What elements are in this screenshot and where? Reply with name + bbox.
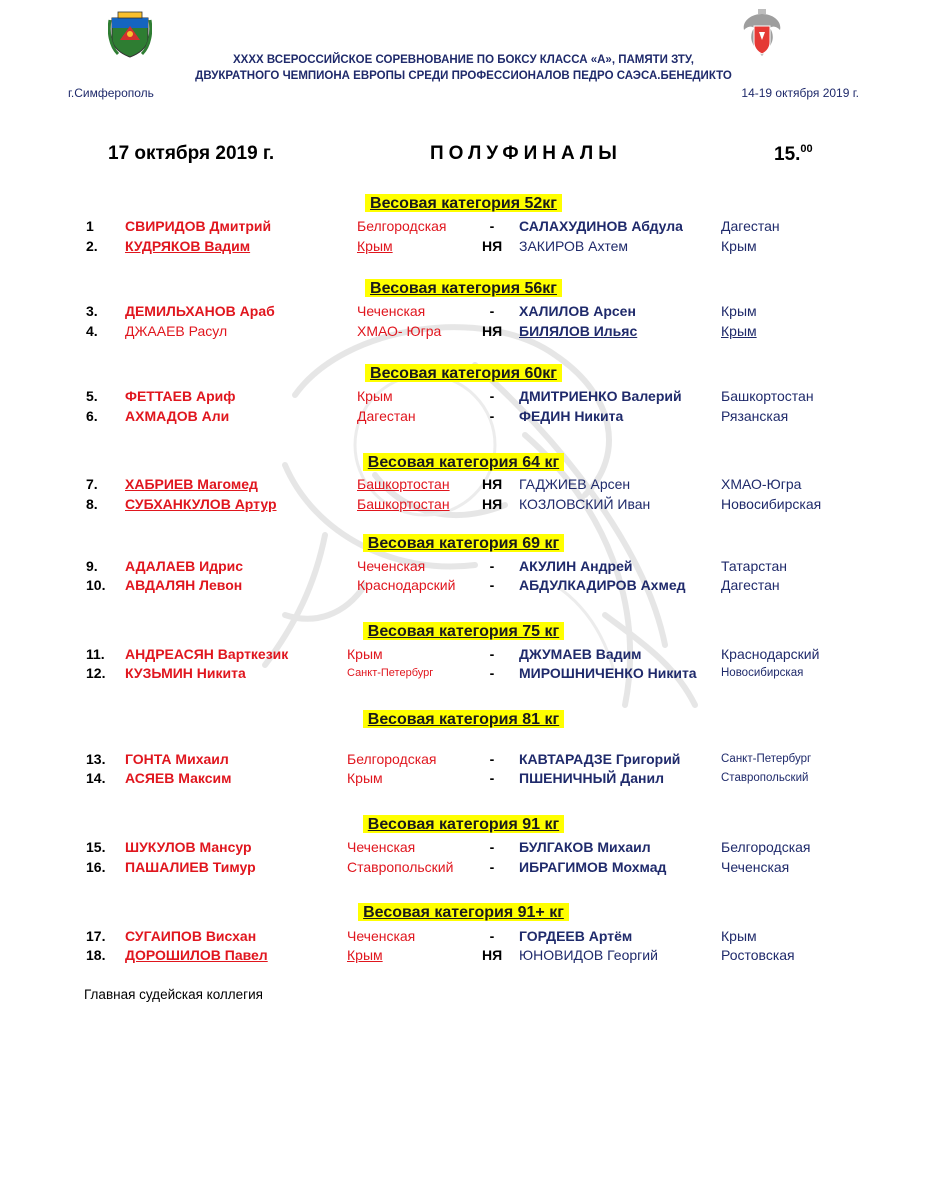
bout-row: 3. ДЕМИЛЬХАНОВ Араб Чеченская - ХАЛИЛОВ Арсен Крым: [86, 303, 757, 319]
bout-row: 15. ШУКУЛОВ Мансур Чеченская - БУЛГАКОВ Михаил Белгородская: [86, 839, 811, 855]
bout-result: НЯ: [482, 476, 503, 492]
red-corner-boxer: АВДАЛЯН Левон: [125, 577, 243, 593]
red-corner-boxer: АНДРЕАСЯН Варткезик: [125, 646, 289, 662]
bout-result: -: [489, 388, 495, 404]
bout-result: -: [489, 577, 495, 593]
bout-result: -: [489, 665, 495, 681]
blue-corner-boxer: ФЕДИН Никита: [519, 408, 624, 424]
event-city: г.Симферополь: [68, 86, 154, 100]
bout-result: НЯ: [482, 947, 503, 963]
red-corner-region: Чеченская: [357, 303, 426, 319]
bout-result: -: [489, 303, 495, 319]
bout-result: НЯ: [482, 323, 503, 339]
blue-corner-boxer: БУЛГАКОВ Михаил: [519, 839, 651, 855]
red-corner-region: ХМАО- Югра: [357, 323, 442, 339]
blue-corner-region: Новосибирская: [721, 667, 804, 679]
session-date: 17 октября 2019 г.: [108, 143, 275, 164]
event-title-line2: ДВУКРАТНОГО ЧЕМПИОНА ЕВРОПЫ СРЕДИ ПРОФЕССИОНАЛОВ ПЕДРО САЭСА.БЕНЕДИКТО: [195, 70, 732, 82]
blue-corner-boxer: ЗАКИРОВ Ахтем: [519, 238, 629, 254]
bout-row: 5. ФЕТТАЕВ Ариф Крым - ДМИТРИЕНКО Валерий Башкортостан: [86, 388, 814, 404]
chief-judges-signature-line: Главная судейская коллегия: [84, 987, 263, 1002]
red-corner-region: Крым: [357, 388, 393, 404]
red-corner-region: Чеченская: [347, 839, 416, 855]
bout-row: 11. АНДРЕАСЯН Варткезик Крым - ДЖУМАЕВ Вадим Краснодарский: [86, 646, 820, 662]
red-corner-region: Башкортостан: [357, 476, 450, 492]
red-corner-boxer: ПАШАЛИЕВ Тимур: [125, 859, 256, 875]
red-corner-boxer: ДЕМИЛЬХАНОВ Араб: [125, 303, 275, 319]
event-dates: 14-19 октября 2019 г.: [741, 86, 859, 100]
red-corner-region: Крым: [357, 238, 393, 254]
bout-result: -: [489, 408, 495, 424]
blue-corner-region: Ставропольский: [721, 772, 809, 784]
red-corner-boxer: СВИРИДОВ Дмитрий: [125, 218, 272, 234]
red-corner-boxer: ХАБРИЕВ Магомед: [125, 476, 258, 492]
red-corner-boxer: КУЗЬМИН Никита: [125, 665, 246, 681]
blue-corner-region: Дагестан: [721, 218, 780, 234]
weight-category-heading: Весовая категория 69 кг: [0, 535, 927, 553]
red-corner-region: Санкт-Петербург: [347, 667, 434, 679]
bout-result: -: [489, 218, 495, 234]
red-corner-region: Крым: [347, 947, 383, 963]
red-corner-region: Крым: [347, 770, 383, 786]
bout-result: -: [489, 839, 495, 855]
blue-corner-boxer: ИБРАГИМОВ Мохмад: [519, 859, 667, 875]
red-corner-region: Чеченская: [357, 558, 426, 574]
weight-category-heading: Весовая категория 91 кг: [0, 816, 927, 834]
blue-corner-region: Крым: [721, 303, 757, 319]
session-time: [774, 143, 813, 166]
red-corner-region: Краснодарский: [357, 577, 456, 593]
bout-row: 13. ГОНТА Михаил Белгородская - КАВТАРАДЗЕ Григорий Санкт-Петербург: [86, 751, 812, 767]
blue-corner-boxer: ГОРДЕЕВ Артём: [519, 928, 633, 944]
red-corner-boxer: ДОРОШИЛОВ Павел: [125, 947, 268, 963]
time-hours: 15.: [774, 144, 801, 165]
simferopol-coat-of-arms-logo: [108, 10, 152, 58]
blue-corner-region: Чеченская: [721, 859, 790, 875]
bout-row: 9. АДАЛАЕВ Идрис Чеченская - АКУЛИН Андрей Татарстан: [86, 558, 788, 574]
bout-row: 14. АСЯЕВ Максим Крым - ПШЕНИЧНЫЙ Данил Ставропольский: [86, 770, 809, 786]
bout-result: -: [489, 751, 495, 767]
blue-corner-region: Новосибирская: [721, 496, 822, 512]
red-corner-region: Крым: [347, 646, 383, 662]
blue-corner-region: Дагестан: [721, 577, 780, 593]
blue-corner-boxer: ДМИТРИЕНКО Валерий: [519, 388, 682, 404]
blue-corner-region: Крым: [721, 238, 757, 254]
red-corner-boxer: КУДРЯКОВ Вадим: [125, 238, 251, 254]
bout-row: 10. АВДАЛЯН Левон Краснодарский - АБДУЛКАДИРОВ Ахмед Дагестан: [86, 577, 780, 593]
blue-corner-region: Белгородская: [721, 839, 811, 855]
red-corner-boxer: СУГАИПОВ Висхан: [125, 928, 257, 944]
blue-corner-region: Татарстан: [721, 558, 788, 574]
blue-corner-region: Ростовская: [721, 947, 795, 963]
blue-corner-region: Башкортостан: [721, 388, 814, 404]
weight-category-heading: Весовая категория 91+ кг: [0, 904, 927, 922]
red-corner-boxer: АСЯЕВ Максим: [125, 770, 232, 786]
blue-corner-boxer: МИРОШНИЧЕНКО Никита: [519, 665, 697, 681]
red-corner-boxer: СУБХАНКУЛОВ Артур: [125, 496, 277, 512]
blue-corner-boxer: КАВТАРАДЗЕ Григорий: [519, 751, 681, 767]
red-corner-boxer: ШУКУЛОВ Мансур: [125, 839, 252, 855]
event-title-line1: XXXX ВСЕРОССИЙСКОЕ СОРЕВНОВАНИЕ ПО БОКСУ КЛАССА «А», ПАМЯТИ ЗТУ,: [233, 54, 694, 66]
bout-result: -: [489, 558, 495, 574]
bout-row: 17. СУГАИПОВ Висхан Чеченская - ГОРДЕЕВ Артём Крым: [86, 928, 757, 944]
red-corner-region: Белгородская: [357, 218, 447, 234]
red-corner-boxer: АДАЛАЕВ Идрис: [125, 558, 244, 574]
blue-corner-boxer: ГАДЖИЕВ Арсен: [519, 476, 631, 492]
bout-result: -: [489, 928, 495, 944]
blue-corner-boxer: АБДУЛКАДИРОВ Ахмед: [519, 577, 686, 593]
time-minutes: 00: [800, 143, 813, 155]
bout-result: НЯ: [482, 238, 503, 254]
bout-row: 6. АХМАДОВ Али Дагестан - ФЕДИН Никита Рязанская: [86, 408, 789, 424]
blue-corner-boxer: ЮНОВИДОВ Георгий: [519, 947, 658, 963]
weight-category-heading: Весовая категория 64 кг: [0, 454, 927, 472]
red-corner-boxer: ГОНТА Михаил: [125, 751, 229, 767]
weight-category-heading: Весовая категория 60кг: [0, 365, 927, 383]
weight-category-heading: Весовая категория 52кг: [0, 195, 927, 213]
bout-row: 18. ДОРОШИЛОВ Павел Крым НЯ ЮНОВИДОВ Георгий Ростовская: [86, 947, 795, 963]
bout-row: 4. ДЖААЕВ Расул ХМАО- Югра НЯ БИЛЯЛОВ Ильяс Крым: [86, 323, 757, 339]
bout-row: 7. ХАБРИЕВ Магомед Башкортостан НЯ ГАДЖИЕВ Арсен ХМАО-Югра: [86, 476, 802, 492]
blue-corner-boxer: ПШЕНИЧНЫЙ Данил: [519, 770, 664, 786]
bout-row: 1 СВИРИДОВ Дмитрий Белгородская - САЛАХУДИНОВ Абдула Дагестан: [86, 218, 780, 234]
red-corner-region: Башкортостан: [357, 496, 450, 512]
bout-row: 2. КУДРЯКОВ Вадим Крым НЯ ЗАКИРОВ Ахтем Крым: [86, 238, 757, 254]
red-corner-boxer: АХМАДОВ Али: [125, 408, 230, 424]
blue-corner-region: Рязанская: [721, 408, 789, 424]
weight-category-heading: Весовая категория 56кг: [0, 280, 927, 298]
blue-corner-boxer: САЛАХУДИНОВ Абдула: [519, 218, 683, 234]
red-corner-region: Ставропольский: [347, 859, 454, 875]
bout-result: -: [489, 646, 495, 662]
weight-category-heading: Весовая категория 81 кг: [0, 711, 927, 729]
bout-row: 16. ПАШАЛИЕВ Тимур Ставропольский - ИБРАГИМОВ Мохмад Чеченская: [86, 859, 790, 875]
blue-corner-boxer: БИЛЯЛОВ Ильяс: [519, 323, 638, 339]
blue-corner-region: Санкт-Петербург: [721, 753, 812, 765]
blue-corner-boxer: ХАЛИЛОВ Арсен: [519, 303, 636, 319]
weight-category-heading: Весовая категория 75 кг: [0, 623, 927, 641]
blue-corner-boxer: ДЖУМАЕВ Вадим: [519, 646, 642, 662]
red-corner-boxer: ФЕТТАЕВ Ариф: [125, 388, 236, 404]
bout-result: НЯ: [482, 496, 503, 512]
blue-corner-region: ХМАО-Югра: [721, 476, 802, 492]
red-corner-region: Белгородская: [347, 751, 437, 767]
bout-row: 8. СУБХАНКУЛОВ Артур Башкортостан НЯ КОЗЛОВСКИЙ Иван Новосибирская: [86, 496, 822, 512]
blue-corner-region: Крым: [721, 323, 757, 339]
bout-result: -: [489, 859, 495, 875]
blue-corner-boxer: КОЗЛОВСКИЙ Иван: [519, 496, 651, 512]
blue-corner-region: Краснодарский: [721, 646, 820, 662]
red-corner-region: Чеченская: [347, 928, 416, 944]
blue-corner-region: Крым: [721, 928, 757, 944]
blue-corner-boxer: АКУЛИН Андрей: [519, 558, 633, 574]
red-corner-region: Дагестан: [357, 408, 416, 424]
red-corner-boxer: ДЖААЕВ Расул: [125, 323, 228, 339]
session-stage: ПОЛУФИНАЛЫ: [430, 143, 622, 164]
boxing-federation-eagle-logo: [738, 8, 786, 60]
bout-result: -: [489, 770, 495, 786]
bout-row: 12. КУЗЬМИН Никита Санкт-Петербург - МИРОШНИЧЕНКО Никита Новосибирская: [86, 665, 804, 681]
